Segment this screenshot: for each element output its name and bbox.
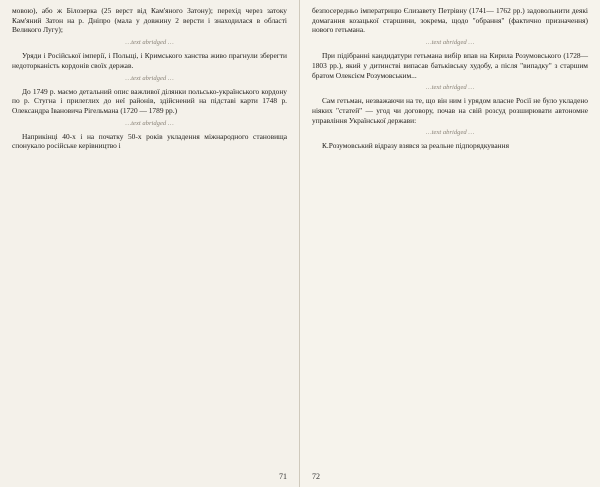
abridged-marker: … text abridged … [312,129,588,137]
page-number: 72 [312,472,320,481]
abridged-marker: … text abridged … [12,39,287,47]
paragraph: Уряди і Російської імперії, і Польщі, і Кримського ханства живо прагнули зберегти недоторканість кордонів своїх держав. [12,51,287,70]
paragraph: Наприкінці 40-х і на початку 50-х років укладення міжнародного становища спонукало російське керівництво і [12,131,287,151]
paragraph: К.Розумовський відразу взявся за реальне підпорядкування [322,141,509,151]
right-page [300,0,600,487]
abridged-marker: … text abridged … [312,84,588,92]
paragraph: Сам гетьман, незважаючи на те, що він ним і урядом власне Росії не було укладено ніяких "статей" — угод чи договору, почав на свій розсуд розширювати автономне управління Української держави: [312,96,588,125]
abridged-marker: … text abridged … [12,75,287,83]
page-number: 71 [279,472,287,481]
paragraph: мовою), або ж Білозерка (25 верст від Кам'яного Затону); перехід через затоку Кам'яний Затон на р. Дніпро (мала у довжину 2 версти і знаходилася в області Великого Лугу); [12,6,287,35]
abridged-marker: … text abridged … [12,120,287,128]
abridged-marker: … text abridged … [312,39,588,47]
paragraph: безпосередньо імператрицю Єлизавету Петрівну (1741— 1762 рр.) задовольнити деякі домагання козацької старшини, зокрема, щодо "обрання" (фактично призначення) нового гетьмана. [312,6,588,35]
right-page-text [312,6,588,467]
left-page-text [12,6,287,467]
paragraph: До 1749 р. маємо детальний опис важливої ділянки польсько-українського кордону по р. Стугна і прилеглих до неї районів, здійснений на підставі карти 1748 р. Олександра Івановича Рігельмана (1720 — 1789 рр.) [12,86,287,115]
paragraph: При підібранні кандидатури гетьмана вибір впав на Кирила Розумовського (1728— 1803 рр.), який у дитинстві випасав батьківську худобу, а після "випадку" з старшим братом Олексієм Розумовським... [312,51,588,80]
